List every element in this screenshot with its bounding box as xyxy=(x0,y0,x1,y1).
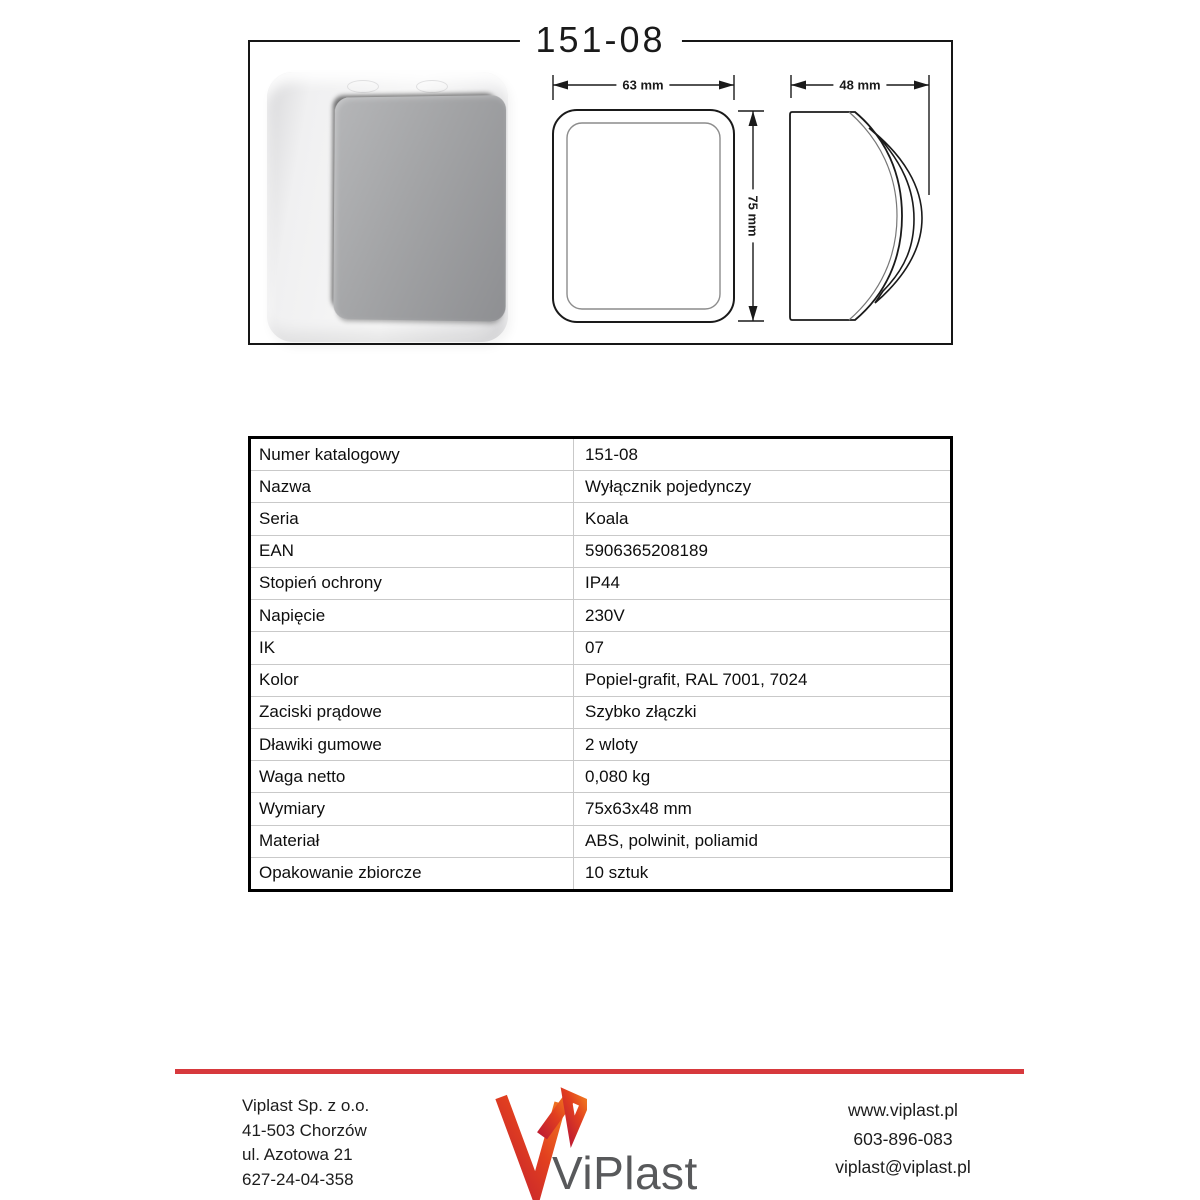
footer-accent-line xyxy=(175,1069,1024,1074)
spec-label-cell: Seria xyxy=(251,503,574,534)
spec-value-cell: IP44 xyxy=(585,573,620,593)
spec-value-cell: 75x63x48 mm xyxy=(585,799,692,819)
spec-value-cell: 151-08 xyxy=(585,444,638,464)
company-name: Viplast Sp. z o.o. xyxy=(242,1096,370,1115)
spec-label-cell: Opakowanie zbiorcze xyxy=(251,858,574,889)
spec-value-cell: 07 xyxy=(585,637,604,657)
table-row xyxy=(251,792,950,824)
spec-value-cell: 5906365208189 xyxy=(585,541,708,561)
page-title: 151-08 xyxy=(519,18,681,62)
knockout-mark xyxy=(347,80,379,93)
spec-label-cell: Wymiary xyxy=(251,793,574,824)
table-row xyxy=(251,567,950,599)
side-view-container xyxy=(783,70,938,342)
spec-value-cell: 0,080 kg xyxy=(585,766,651,786)
spec-label-cell: Dławiki gumowe xyxy=(251,729,574,760)
spec-table xyxy=(248,436,953,892)
knockout-mark xyxy=(416,80,448,93)
spec-label-cell: Numer katalogowy xyxy=(251,439,574,470)
viplast-logo-text: ViPlast xyxy=(552,1147,698,1199)
company-street: ul. Azotowa 21 xyxy=(242,1145,353,1164)
table-row xyxy=(251,535,950,567)
table-row xyxy=(251,760,950,792)
table-row xyxy=(251,470,950,502)
spec-value-cell: 230V xyxy=(585,605,625,625)
side-view-drawing xyxy=(783,70,938,342)
spec-value-cell: 10 sztuk xyxy=(585,863,649,883)
side-depth-dimension: 48 mm xyxy=(833,77,886,94)
front-view-drawing xyxy=(540,70,770,342)
table-row xyxy=(251,664,950,696)
table-row xyxy=(251,857,950,889)
front-view-container xyxy=(540,70,770,342)
switch-rocker-button xyxy=(333,95,506,322)
table-row xyxy=(251,502,950,534)
product-photo xyxy=(255,46,533,344)
front-width-dimension: 63 mm xyxy=(616,77,669,94)
spec-label-cell: Kolor xyxy=(251,665,574,696)
table-row xyxy=(251,631,950,663)
footer-company-address xyxy=(242,1094,369,1192)
table-row xyxy=(251,599,950,631)
spec-value-cell: ABS, polwinit, poliamid xyxy=(585,831,758,851)
spec-label-cell: Zaciski prądowe xyxy=(251,697,574,728)
spec-value-cell: 2 wloty xyxy=(585,734,638,754)
spec-label-cell: IK xyxy=(251,632,574,663)
company-city: 41-503 Chorzów xyxy=(242,1120,367,1140)
spec-label-cell: Waga netto xyxy=(251,761,574,792)
spec-label-cell: Nazwa xyxy=(251,471,574,502)
company-number: 627-24-04-358 xyxy=(242,1169,354,1189)
spec-label-cell: Napięcie xyxy=(251,600,574,631)
table-row xyxy=(251,825,950,857)
table-row xyxy=(251,696,950,728)
front-height-dimension: 75 mm xyxy=(745,189,762,242)
footer-email: viplast@viplast.pl xyxy=(835,1157,971,1177)
table-row xyxy=(251,728,950,760)
footer-phone: 603-896-083 xyxy=(853,1128,953,1149)
spec-label-cell: Materiał xyxy=(251,826,574,857)
spec-label-cell: Stopień ochrony xyxy=(251,568,574,599)
spec-label-cell: EAN xyxy=(251,536,574,567)
spec-value-cell: Popiel-grafit, RAL 7001, 7024 xyxy=(585,670,808,690)
spec-value-cell: Wyłącznik pojedynczy xyxy=(585,476,752,496)
footer-website: www.viplast.pl xyxy=(848,1100,958,1120)
footer-contact xyxy=(788,1096,1018,1182)
spec-value-cell: Szybko złączki xyxy=(585,702,697,722)
table-row xyxy=(251,439,950,470)
spec-value-cell: Koala xyxy=(585,509,629,529)
